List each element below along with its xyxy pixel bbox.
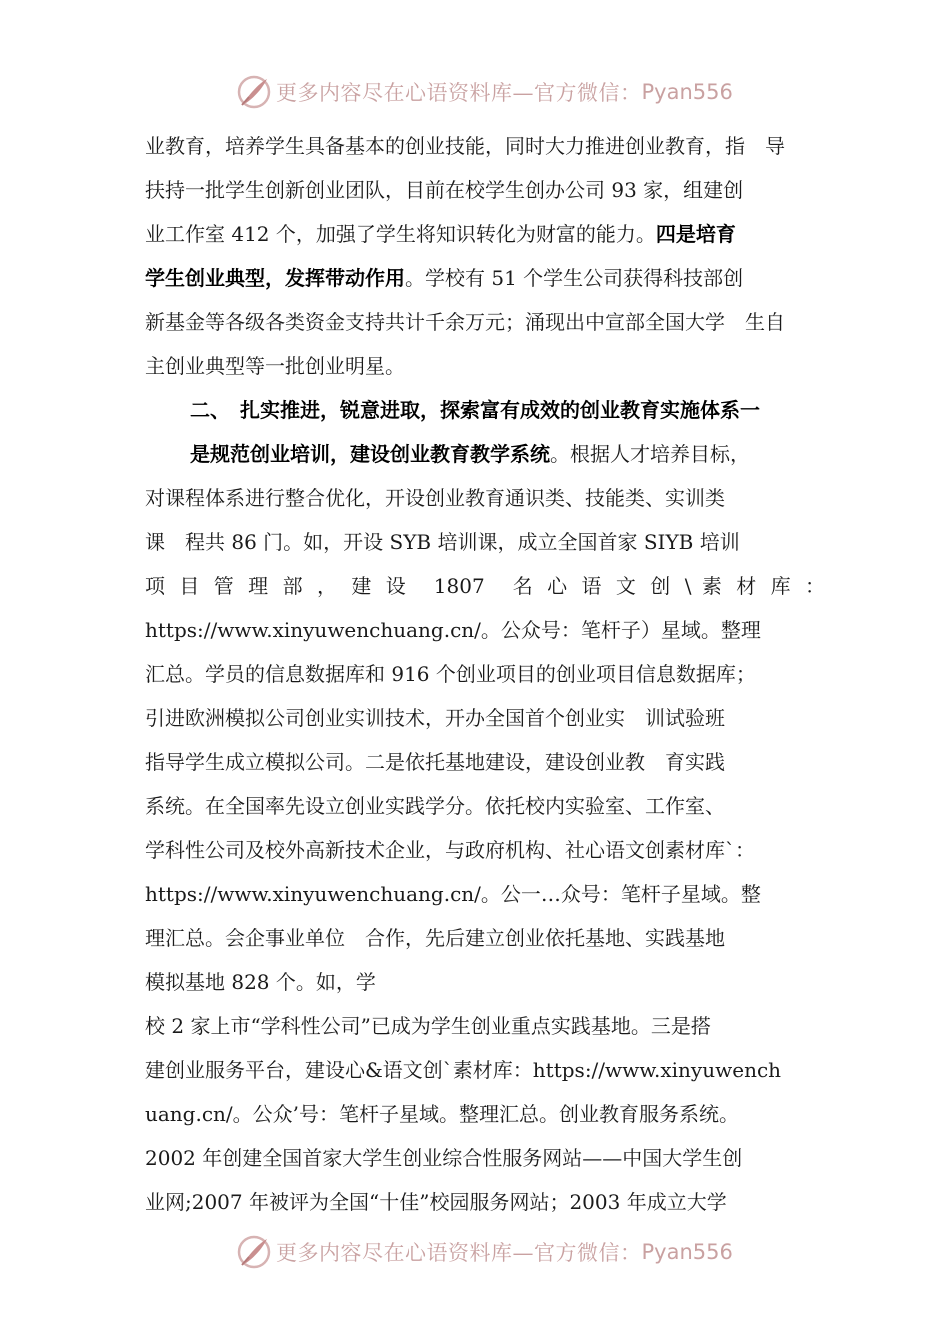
plain-text: 课 程共 86 门。如，开设 SYB 培训课，成立全国首家 SIYB 培训 (145, 530, 740, 554)
text-line (145, 696, 825, 740)
text-line (145, 168, 825, 212)
text-line (145, 1136, 825, 1180)
watermark-brand: Pyan556 (641, 80, 733, 104)
text-line (145, 344, 825, 388)
plain-text: 项 目 管 理 部 ， 建 设 1807 名 心 语 文 创 \ 素 材 库 ： (145, 574, 825, 598)
watermark-brand: Pyan556 (641, 1240, 733, 1264)
watermark-text: 更多内容尽在心语资料库—官方微信： (276, 1241, 642, 1265)
text-line (145, 784, 825, 828)
text-line (145, 872, 825, 916)
text-line (145, 124, 825, 168)
text-line (145, 1180, 825, 1224)
text-line (145, 564, 825, 608)
plain-text: 汇总。学员的信息数据库和 916 个创业项目的创业项目信息数据库； (145, 662, 756, 686)
document-body (145, 124, 825, 1224)
text-line (145, 1048, 825, 1092)
text-line (145, 256, 825, 300)
plain-text: 理汇总。会企事业单位 合作，先后建立创业依托基地、实践基地 (145, 926, 725, 950)
plain-text: 系统。在全国率先设立创业实践学分。依托校内实验室、工作室、 (145, 794, 725, 818)
plain-text: 业工作室 412 个，加强了学生将知识转化为财富的能力。 (145, 222, 656, 246)
plain-text: 模拟基地 828 个。如，学 (145, 970, 376, 994)
plain-text: 业网;2007 年被评为全国“十佳”校园服务网站；2003 年成立大学 (145, 1190, 727, 1214)
plain-text: 对课程体系进行整合优化，开设创业教育通识类、技能类、实训类 (145, 486, 725, 510)
feather-pen-logo-icon (236, 1234, 272, 1270)
plain-text: 扶持一批学生创新创业团队，目前在校学生创办公司 93 家，组建创 (145, 178, 744, 202)
plain-text: https://www.xinyuwenchuang.cn/。公众号：笔杆子）星域。整理 (145, 618, 761, 642)
plain-text: uang.cn/。公众’号：笔杆子星域。整理汇总。创业教育服务系统。 (145, 1102, 740, 1126)
plain-text: 新基金等各级各类资金支持共计千余万元；涌现出中宣部全国大学 生自 (145, 310, 785, 334)
header-watermark (236, 72, 733, 112)
plain-text: 校 2 家上市“学科性公司”已成为学生创业重点实践基地。三是搭 (145, 1014, 711, 1038)
bold-text: 二、 扎实推进，锐意进取，探索富有成效的创业教育实施体系一 (190, 398, 760, 422)
plain-text: 2002 年创建全国首家大学生创业综合性服务网站——中国大学生创 (145, 1146, 743, 1170)
footer-watermark (236, 1232, 733, 1272)
text-line (145, 520, 825, 564)
watermark-text: 更多内容尽在心语资料库—官方微信： (276, 81, 642, 105)
bold-text: 学生创业典型，发挥带动作用 (145, 266, 405, 290)
text-line (145, 652, 825, 696)
plain-text: 主创业典型等一批创业明星。 (145, 354, 405, 378)
bold-text: 四是培育 (655, 222, 736, 246)
text-line (145, 300, 825, 344)
plain-text: 业教育，培养学生具备基本的创业技能，同时大力推进创业教育，指 导 (145, 134, 785, 158)
text-line (145, 432, 825, 476)
plain-text: 。根据人才培养目标， (550, 442, 750, 466)
text-line (145, 608, 825, 652)
plain-text: 建创业服务平台，建设心&语文创`素材库：https://www.xinyuwench (145, 1058, 782, 1082)
plain-text: 。学校有 51 个学生公司获得科技部创 (405, 266, 744, 290)
text-line (145, 476, 825, 520)
plain-text: 引进欧洲模拟公司创业实训技术，开办全国首个创业实 训试验班 (145, 706, 725, 730)
text-line (145, 1004, 825, 1048)
text-line (145, 388, 825, 432)
text-line (145, 1092, 825, 1136)
text-line (145, 212, 825, 256)
plain-text: https://www.xinyuwenchuang.cn/。公一…众号：笔杆子星域。整 (145, 882, 761, 906)
text-line (145, 960, 825, 1004)
plain-text: 指导学生成立模拟公司。二是依托基地建设，建设创业教 育实践 (145, 750, 725, 774)
bold-text: 是规范创业培训，建设创业教育教学系统 (190, 442, 550, 466)
text-line (145, 916, 825, 960)
feather-pen-logo-icon (236, 74, 272, 110)
text-line (145, 740, 825, 784)
plain-text: 学科性公司及校外高新技术企业，与政府机构、社心语文创素材库`： (145, 838, 755, 862)
text-line (145, 828, 825, 872)
